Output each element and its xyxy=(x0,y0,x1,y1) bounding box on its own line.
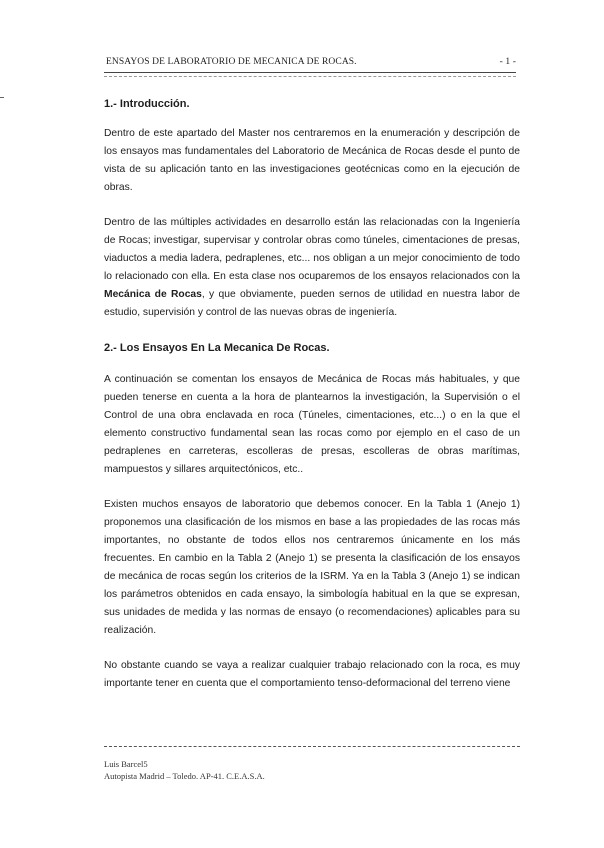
page-number: - 1 - xyxy=(499,57,516,67)
paragraph-intro-1: Dentro de este apartado del Master nos centraremos en la enumeración y descripción de los ensayos mas fundamentales del Laboratorio de Mecánica de Rocas desde el punto de vista de su aplicación tanto en las investigaciones geotécnicas como en la ejecución de obras. xyxy=(104,128,520,193)
margin-mark xyxy=(0,97,4,98)
paragraph-ensayos-2: Existen muchos ensayos de laboratorio que debemos conocer. En la Tabla 1 (Anejo 1) proponemos una clasificación de los mismos en base a las propiedades de las rocas más importantes, no obstante de todos ellos nos centraremos únicamente en los más frecuentes. En cambio en la Tabla 2 (Anejo 1) se presenta la clasificación de los ensayos de mecánica de rocas según los criterios de la ISRM. Ya en la Tabla 3 (Anejo 1) se indican los parámetros obtenidos en cada ensayo, la simbología habitual en la que se expresan, sus unidades de medida y las normas de ensayo (o recomendaciones) aplicables para su realización. xyxy=(104,499,520,636)
paragraph-ensayos-3: No obstante cuando se vaya a realizar cualquier trabajo relacionado con la roca, es muy importante tener en cuenta que el comportamiento tenso-deformacional del terreno viene xyxy=(104,660,520,689)
paragraph-intro-2-text-a: Dentro de las múltiples actividades en desarrollo están las relacionadas con la Ingeniería de Rocas; investigar, supervisar y controlar obras como túneles, cimentaciones de presas, viaductos a media ladera, pedraplenes, etc... nos obligan a un mejor conocimiento de todo lo relacionado con ella. En esta clase nos ocuparemos de los ensayos relacionados con la xyxy=(104,217,520,282)
page-footer xyxy=(104,758,520,782)
section-heading-ensayos: 2.- Los Ensayos En La Mecanica De Rocas. xyxy=(104,342,330,354)
paragraph-intro-2-text-b: , y que obviamente, pueden sernos de utilidad en nuestra labor de estudio, supervisión y control de las nuevas obras de ingeniería. xyxy=(104,289,520,318)
paragraph-intro-2 xyxy=(104,214,520,322)
footer-author: Luis Barcel5 xyxy=(104,759,148,769)
paragraph-ensayos-1: A continuación se comentan los ensayos de Mecánica de Rocas más habituales, y que pueden tenerse en cuenta a la hora de plantearnos la investigación, la Supervisión o el Control de una obra enclavada en roca (Túneles, cimentaciones, etc...) o en la que el elemento constructivo fundamental sean las rocas como por ejemplo en el caso de un pedraplenes en carreteras, escolleras de presas, escolleras de obras marítimas, mampuestos y sillares arquitectónicos, etc.. xyxy=(104,374,520,475)
paragraph-intro-2-bold: Mecánica de Rocas xyxy=(104,289,202,300)
footer-project: Autopista Madrid – Toledo. AP-41. C.E.A.S.A. xyxy=(104,771,265,781)
header-title: ENSAYOS DE LABORATORIO DE MECANICA DE ROCAS. xyxy=(106,57,357,67)
header-rule xyxy=(104,72,516,73)
section-heading-introduccion: 1.- Introducción. xyxy=(104,98,190,110)
footer-rule xyxy=(104,746,520,747)
document-body xyxy=(104,95,520,693)
header-rule-secondary xyxy=(104,76,516,77)
